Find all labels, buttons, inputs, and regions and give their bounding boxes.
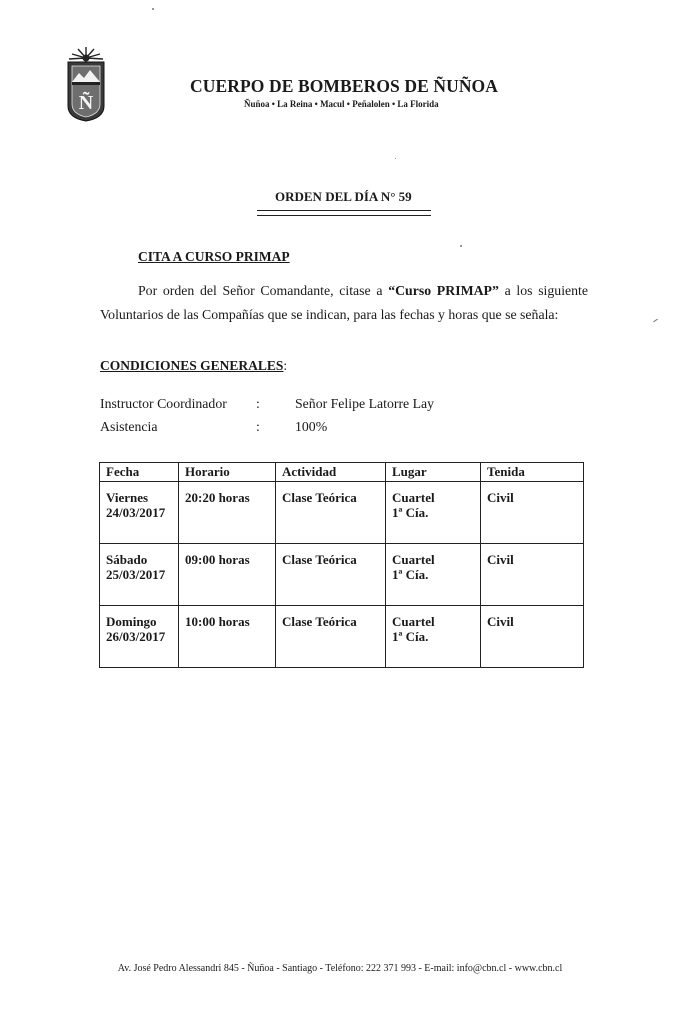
table-row [100,606,584,668]
date-value: 25/03/2017 [106,567,166,582]
title-double-rule [257,210,431,216]
table-header-row [100,463,584,482]
column-header-activity: Actividad [276,463,386,482]
table-row [100,482,584,544]
place-cell [386,606,481,668]
date-cell [100,544,179,606]
condition-separator: : [256,396,260,411]
date-value: 26/03/2017 [106,629,166,644]
column-header-place: Lugar [386,463,481,482]
course-name: “Curso PRIMAP” [388,283,499,298]
place-line: Cuartel [392,614,435,629]
company-line: 1ª Cía. [392,567,429,582]
footer-contact: Av. José Pedro Alessandri 845 - Ñuñoa - Santiago - Teléfono: 222 371 993 - E-mail: info@cbn.cl - www.cbn.cl [117,963,563,974]
place-line: Cuartel [392,490,435,505]
condition-value-instructor: Señor Felipe Latorre Lay [295,396,435,411]
scan-speck [152,8,154,10]
schedule-table [99,462,584,668]
company-line: 1ª Cía. [392,505,429,520]
column-header-date: Fecha [100,463,179,482]
fire-department-crest-icon [66,46,106,122]
scan-speck [460,245,462,247]
column-header-time: Horario [179,463,276,482]
activity-cell: Clase Teórica [276,482,386,544]
conditions-heading-colon: : [283,358,288,373]
activity-cell: Clase Teórica [276,606,386,668]
conditions-heading-wrap [100,357,287,375]
scan-speck [395,158,396,159]
place-line: Cuartel [392,552,435,567]
citation-heading: CITA A CURSO PRIMAP [138,249,290,264]
date-cell [100,482,179,544]
time-cell: 10:00 horas [179,606,276,668]
condition-label-instructor: Instructor Coordinador [100,396,227,411]
attire-cell: Civil [481,606,584,668]
column-header-attire: Tenida [481,463,584,482]
citation-text-before: Por orden del Señor Comandante, citase a [138,283,389,298]
day-name: Domingo [106,614,157,629]
time-cell: 09:00 horas [179,544,276,606]
scan-speck [653,319,658,323]
activity-cell: Clase Teórica [276,544,386,606]
svg-text:Ñ: Ñ [78,92,94,114]
time-cell: 20:20 horas [179,482,276,544]
order-title: ORDEN DEL DÍA N° 59 [275,189,412,204]
condition-label-attendance: Asistencia [100,419,158,434]
place-cell [386,482,481,544]
day-name: Viernes [106,490,149,505]
attire-cell: Civil [481,544,584,606]
attire-cell: Civil [481,482,584,544]
day-name: Sábado [106,552,148,567]
condition-value-attendance: 100% [295,419,328,434]
citation-paragraph [100,279,588,327]
date-cell [100,606,179,668]
condition-separator: : [256,419,260,434]
citation-text-after: a los siguiente Voluntarios de las Compañías que se indican, para las fechas y horas que se señala: [100,283,589,322]
date-value: 24/03/2017 [106,505,166,520]
place-cell [386,544,481,606]
company-line: 1ª Cía. [392,629,429,644]
table-row [100,544,584,606]
org-communes: Ñuñoa • La Reina • Macul • Peñalolen • La Florida [244,99,439,109]
conditions-heading: CONDICIONES GENERALES [100,358,284,373]
org-title: CUERPO DE BOMBEROS DE ÑUÑOA [190,76,499,96]
